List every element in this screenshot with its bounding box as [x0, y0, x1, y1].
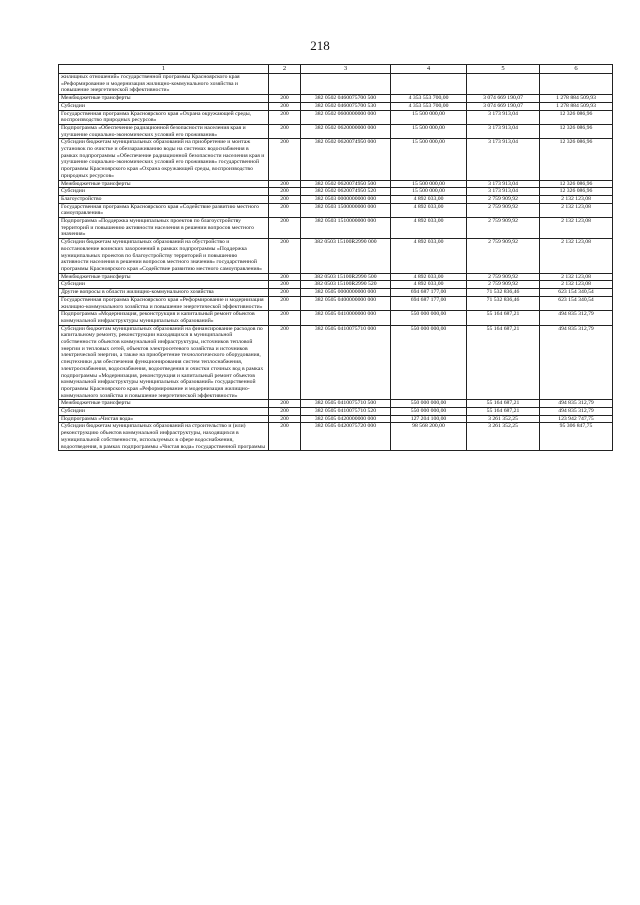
- row-exec-cell: [467, 74, 540, 95]
- row-rest-cell: 494 835 312,79: [540, 311, 613, 325]
- row-plan-cell: 4 892 033,00: [391, 239, 467, 274]
- row-name-cell: Государственная программа Красноярского края «Содействие развитию местного самоуправления»: [59, 203, 269, 217]
- row-plan-cell: 4 892 033,00: [391, 195, 467, 203]
- row-plan-cell: [391, 74, 467, 95]
- row-kbk-cell: 382 0505 0410075710 500: [301, 400, 391, 408]
- row-name-cell: Субсидии: [59, 281, 269, 289]
- row-exec-cell: 3 173 913,04: [467, 110, 540, 124]
- row-rest-cell: 623 154 340,54: [540, 296, 613, 310]
- row-kbk-cell: [301, 74, 391, 95]
- row-name-cell: Подпрограмма «Обеспечение радиационной безопасности населения края и улучшение социально-экономических условий его проживания»: [59, 124, 269, 138]
- page-number: 218: [310, 38, 330, 53]
- row-exec-cell: 2 759 909,92: [467, 195, 540, 203]
- row-name-cell: Подпрограмма «Поддержка муниципальных проектов по благоустройству территорий и повышению активности населения в решении вопросов местного значения»: [59, 218, 269, 239]
- row-rest-cell: 12 326 086,96: [540, 139, 613, 180]
- row-plan-cell: 4 892 033,00: [391, 273, 467, 281]
- row-kbk-cell: 382 0503 0000000000 000: [301, 195, 391, 203]
- row-code-cell: 200: [269, 415, 301, 423]
- row-code-cell: 200: [269, 102, 301, 110]
- row-code-cell: 200: [269, 311, 301, 325]
- row-exec-cell: 3 261 352,25: [467, 423, 540, 451]
- row-code-cell: 200: [269, 281, 301, 289]
- row-plan-cell: 550 000 000,00: [391, 325, 467, 400]
- row-code-cell: 200: [269, 218, 301, 239]
- row-code-cell: 200: [269, 110, 301, 124]
- row-plan-cell: 4 353 553 700,00: [391, 95, 467, 103]
- row-exec-cell: 55 164 687,21: [467, 400, 540, 408]
- row-exec-cell: 2 759 909,92: [467, 203, 540, 217]
- table-row: [59, 423, 613, 451]
- row-exec-cell: 55 164 687,21: [467, 311, 540, 325]
- row-rest-cell: 95 306 847,75: [540, 423, 613, 451]
- row-code-cell: 200: [269, 203, 301, 217]
- table-row: [59, 400, 613, 408]
- row-name-cell: Межбюджетные трансферты: [59, 180, 269, 188]
- row-kbk-cell: 382 0502 0620074950 520: [301, 188, 391, 196]
- row-plan-cell: 15 500 000,00: [391, 139, 467, 180]
- row-plan-cell: 550 000 000,00: [391, 311, 467, 325]
- row-code-cell: 200: [269, 124, 301, 138]
- row-rest-cell: 494 835 312,79: [540, 408, 613, 416]
- table-row: [59, 239, 613, 274]
- row-kbk-cell: 382 0505 0410075710 520: [301, 408, 391, 416]
- row-exec-cell: 3 173 913,04: [467, 180, 540, 188]
- row-code-cell: 200: [269, 296, 301, 310]
- row-code-cell: 200: [269, 180, 301, 188]
- row-rest-cell: 2 132 123,08: [540, 273, 613, 281]
- row-code-cell: 200: [269, 400, 301, 408]
- row-plan-cell: 15 500 000,00: [391, 180, 467, 188]
- row-rest-cell: 2 132 123,08: [540, 239, 613, 274]
- row-kbk-cell: 382 0503 1510000000 000: [301, 218, 391, 239]
- row-code-cell: 200: [269, 423, 301, 451]
- row-kbk-cell: 382 0505 0420075720 000: [301, 423, 391, 451]
- row-plan-cell: 694 687 177,00: [391, 296, 467, 310]
- table-row: [59, 325, 613, 400]
- row-name-cell: Субсидии: [59, 102, 269, 110]
- table-row: [59, 95, 613, 103]
- row-kbk-cell: 382 0505 0420000000 000: [301, 415, 391, 423]
- table-row: [59, 203, 613, 217]
- row-rest-cell: 2 132 123,08: [540, 195, 613, 203]
- row-code-cell: 200: [269, 289, 301, 297]
- row-exec-cell: 55 164 687,21: [467, 325, 540, 400]
- row-name-cell: Субсидии бюджетам муниципальных образований на приобретение и монтаж установок по очистке и обеззараживанию воды на системах водоснабжения в рамках подпрограммы «Обеспечение радиационной безопасности населения края и улучшение социально-экономических условий его проживания» государственной программы Красноярского края «Охрана окружающей среды, воспроизводство природных ресурсов»: [59, 139, 269, 180]
- table-row: [59, 408, 613, 416]
- row-rest-cell: 623 154 340,54: [540, 289, 613, 297]
- budget-execution-table: [58, 64, 613, 451]
- table-row: [59, 289, 613, 297]
- table-row: [59, 188, 613, 196]
- header-cell-1: 1: [59, 65, 269, 74]
- row-exec-cell: 2 759 909,92: [467, 281, 540, 289]
- table-row: [59, 139, 613, 180]
- row-exec-cell: 3 074 669 190,07: [467, 95, 540, 103]
- row-exec-cell: 3 173 913,04: [467, 124, 540, 138]
- table-row: [59, 415, 613, 423]
- row-name-cell: Подпрограмма «Чистая вода»: [59, 415, 269, 423]
- row-rest-cell: 12 326 086,96: [540, 180, 613, 188]
- table-row: [59, 110, 613, 124]
- row-exec-cell: 3 261 352,25: [467, 415, 540, 423]
- row-name-cell: Субсидии бюджетам муниципальных образований на обустройство и восстановление воинских захоронений в рамках подпрограммы «Поддержка муниципальных проектов по благоустройству территорий и повышению активности населения в решении вопросов местного значения» государственной программы Красноярского края «Содействие развитию местного самоуправления»: [59, 239, 269, 274]
- row-kbk-cell: 382 0505 0400000000 000: [301, 296, 391, 310]
- table-row: [59, 195, 613, 203]
- row-kbk-cell: 382 0502 0620074950 500: [301, 180, 391, 188]
- row-name-cell: Подпрограмма «Модернизация, реконструкция и капитальный ремонт объектов коммунальной инфраструктуры муниципальных образований»: [59, 311, 269, 325]
- row-kbk-cell: 382 0502 0620000000 000: [301, 124, 391, 138]
- row-rest-cell: 494 835 312,79: [540, 325, 613, 400]
- row-exec-cell: 2 759 909,92: [467, 273, 540, 281]
- row-kbk-cell: 382 0502 0620074950 000: [301, 139, 391, 180]
- row-plan-cell: 4 892 033,00: [391, 218, 467, 239]
- row-name-cell: Межбюджетные трансферты: [59, 273, 269, 281]
- row-rest-cell: 1 278 884 509,93: [540, 102, 613, 110]
- row-code-cell: 200: [269, 195, 301, 203]
- row-code-cell: 200: [269, 188, 301, 196]
- row-name-cell: Государственная программа Красноярского края «Охрана окружающей среды, воспроизводство природных ресурсов»: [59, 110, 269, 124]
- row-code-cell: 200: [269, 325, 301, 400]
- row-plan-cell: 4 892 033,00: [391, 281, 467, 289]
- row-name-cell: Межбюджетные трансферты: [59, 400, 269, 408]
- row-plan-cell: 4 353 553 700,00: [391, 102, 467, 110]
- row-plan-cell: 694 687 177,00: [391, 289, 467, 297]
- row-plan-cell: 550 000 000,00: [391, 400, 467, 408]
- header-cell-6: 6: [540, 65, 613, 74]
- table-row: [59, 74, 613, 95]
- table-row: [59, 281, 613, 289]
- row-code-cell: 200: [269, 273, 301, 281]
- row-name-cell: Субсидии: [59, 408, 269, 416]
- row-kbk-cell: 382 0505 0410075710 000: [301, 325, 391, 400]
- row-rest-cell: [540, 74, 613, 95]
- row-exec-cell: 71 532 836,46: [467, 296, 540, 310]
- row-kbk-cell: 382 0505 0000000000 000: [301, 289, 391, 297]
- row-kbk-cell: 382 0502 0460075700 500: [301, 95, 391, 103]
- row-plan-cell: 550 000 000,00: [391, 408, 467, 416]
- row-code-cell: [269, 74, 301, 95]
- row-rest-cell: 2 132 123,08: [540, 218, 613, 239]
- row-kbk-cell: 382 0505 0410000000 000: [301, 311, 391, 325]
- row-kbk-cell: 382 0503 15100R2990 500: [301, 273, 391, 281]
- row-exec-cell: 2 759 909,92: [467, 218, 540, 239]
- row-name-cell: Благоустройство: [59, 195, 269, 203]
- row-plan-cell: 15 500 000,00: [391, 124, 467, 138]
- row-kbk-cell: 382 0503 1500000000 000: [301, 203, 391, 217]
- row-exec-cell: 71 532 836,46: [467, 289, 540, 297]
- row-kbk-cell: 382 0502 0600000000 000: [301, 110, 391, 124]
- row-code-cell: 200: [269, 239, 301, 274]
- row-kbk-cell: 382 0502 0460075700 530: [301, 102, 391, 110]
- row-plan-cell: 15 500 000,00: [391, 110, 467, 124]
- row-plan-cell: 127 204 100,00: [391, 415, 467, 423]
- row-rest-cell: 123 942 747,75: [540, 415, 613, 423]
- row-exec-cell: 55 164 687,21: [467, 408, 540, 416]
- table-header-row: [59, 65, 613, 74]
- row-name-cell: жилищных отношений» государственной программы Красноярского края «Реформирование и модернизация жилищно-коммунального хозяйства и повышение энергетической эффективности»: [59, 74, 269, 95]
- row-name-cell: Другие вопросы в области жилищно-коммунального хозяйства: [59, 289, 269, 297]
- row-exec-cell: 2 759 909,92: [467, 239, 540, 274]
- header-cell-2: 2: [269, 65, 301, 74]
- row-code-cell: 200: [269, 95, 301, 103]
- table-row: [59, 102, 613, 110]
- row-code-cell: 200: [269, 139, 301, 180]
- table-row: [59, 311, 613, 325]
- table-row: [59, 124, 613, 138]
- row-rest-cell: 12 326 086,96: [540, 110, 613, 124]
- row-name-cell: Государственная программа Красноярского края «Реформирование и модернизация жилищно-коммунального хозяйства и повышение энергетической эффективности»: [59, 296, 269, 310]
- header-cell-3: 3: [301, 65, 391, 74]
- table-row: [59, 218, 613, 239]
- row-plan-cell: 4 892 033,00: [391, 203, 467, 217]
- table-row: [59, 180, 613, 188]
- header-cell-5: 5: [467, 65, 540, 74]
- table-row: [59, 273, 613, 281]
- row-kbk-cell: 382 0503 15100R2990 520: [301, 281, 391, 289]
- row-exec-cell: 3 074 669 190,07: [467, 102, 540, 110]
- row-exec-cell: 3 173 913,04: [467, 188, 540, 196]
- row-rest-cell: 2 132 123,08: [540, 203, 613, 217]
- row-name-cell: Субсидии: [59, 188, 269, 196]
- row-rest-cell: 12 326 086,96: [540, 188, 613, 196]
- header-cell-4: 4: [391, 65, 467, 74]
- row-rest-cell: 1 278 884 509,93: [540, 95, 613, 103]
- row-code-cell: 200: [269, 408, 301, 416]
- row-name-cell: Субсидии бюджетам муниципальных образований на строительство и (или) реконструкцию объектов коммунальной инфраструктуры, находящихся в муниципальной собственности, используемых в сфере водоснабжения, водоотведения, в рамках подпрограммы «Чистая вода» государственной программы: [59, 423, 269, 451]
- row-rest-cell: 2 132 123,08: [540, 281, 613, 289]
- row-plan-cell: 98 568 200,00: [391, 423, 467, 451]
- row-name-cell: Субсидии бюджетам муниципальных образований на финансирование расходов по капитальному ремонту, реконструкции находящихся в муниципальной собственности объектов коммунальной инфраструктуры, источников тепловой энергии и тепловых сетей, объектов электросетевого хозяйства и источников электрической энергии, а также на приобретение технологического оборудования, спецтехники для обеспечения функционирования систем теплоснабжения, электроснабжения, водоснабжения, водоотведения и очистки сточных вод в рамках подпрограммы «Модернизация, реконструкция и капитальный ремонт объектов коммунальной инфраструктуры муниципальных образований» государственной программы Красноярского края «Реформирование и модернизация жилищно-коммунального хозяйства и повышение энергетической эффективности»: [59, 325, 269, 400]
- row-name-cell: Межбюджетные трансферты: [59, 95, 269, 103]
- row-rest-cell: 494 835 312,79: [540, 400, 613, 408]
- row-exec-cell: 3 173 913,04: [467, 139, 540, 180]
- row-rest-cell: 12 326 086,96: [540, 124, 613, 138]
- row-plan-cell: 15 500 000,00: [391, 188, 467, 196]
- row-kbk-cell: 382 0503 15100R2990 000: [301, 239, 391, 274]
- table-row: [59, 296, 613, 310]
